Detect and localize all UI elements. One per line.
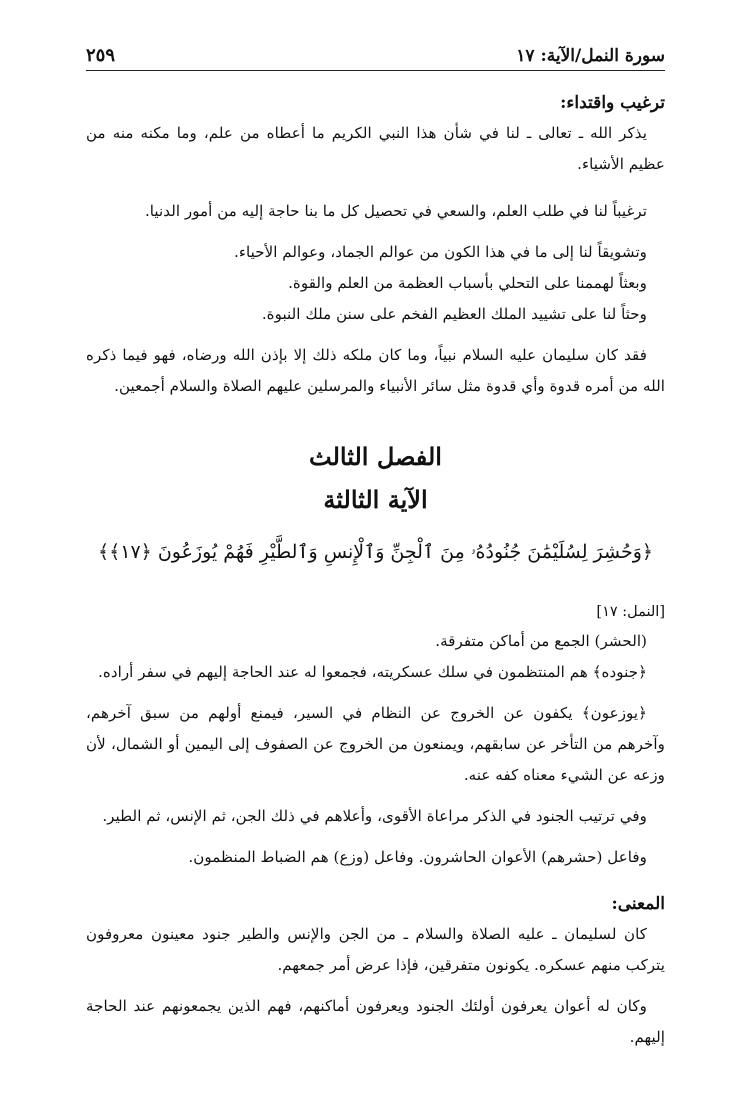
vocab-entry: وفي ترتيب الجنود في الذكر مراعاة الأقوى، وأعلاهم في ذلك الجن، ثم الإنس، ثم الطير. [102, 807, 647, 825]
vocab-entry: ﴿جنوده﴾ هم المنتظمون في سلك عسكريته، فجمعوا له عند الحاجة إليهم في سفر أراده. [98, 663, 647, 681]
verse-reference: [النمل: ١٧] [596, 604, 665, 620]
paragraph: ترغيباً لنا في طلب العلم، والسعي في تحصيل كل ما بنا حاجة إليه من أمور الدنيا. [144, 202, 647, 220]
paragraph: يذكر الله ـ تعالى ـ لنا في شأن هذا النبي الكريم ما أعطاه من علم، وما مكنه منه من عظيم الأشياء. [86, 124, 665, 173]
vocab-entry: (الحشر) الجمع من أماكن متفرقة. [435, 632, 647, 650]
section-heading: المعنى: [611, 894, 665, 914]
page-number: ٢٥٩ [86, 45, 116, 66]
paragraph: وتشويقاً لنا إلى ما في هذا الكون من عوالم الجماد، وعوالم الأحياء. [234, 243, 647, 261]
page-header [86, 36, 665, 71]
vocab-entry: وفاعل (حشرهم) الأعوان الحاشرون. وفاعل (وزع) هم الضباط المنظمون. [188, 848, 647, 866]
paragraph: وكان له أعوان يعرفون أولئك الجنود ويعرفون أماكنهم، فهم الذين يجمعونهم عند الحاجة إليهم. [86, 997, 665, 1046]
chapter-title: الفصل الثالث [309, 442, 442, 471]
paragraph: وبعثاً لهممنا على التحلي بأسباب العظمة من العلم والقوة. [288, 274, 647, 292]
paragraph: فقد كان سليمان عليه السلام نبياً، وما كان ملكه ذلك إلا بإذن الله ورضاه، فهو فيما ذكره الله من أمره قدوة وأي قدوة مثل سائر الأنبياء والمرسلين عليهم الصلاة والسلام أجمعين. [86, 346, 665, 395]
paragraph: وحثاً لنا على تشييد الملك العظيم الفخم على سنن ملك النبوة. [261, 305, 647, 323]
chapter-subtitle: الآية الثالثة [323, 485, 428, 514]
vocab-entry: ﴿يوزعون﴾ يكفون عن الخروج عن النظام في السير، فيمنع أولهم من سبق آخرهم، وآخرهم من التأخر عن سابقهم، ويمنعون من الخروج عن الصفوف إلى اليمين أو الشمال، لأن وزعه عن الشيء معناه كفه عنه. [86, 704, 665, 784]
running-title: سورة النمل/الآية: ١٧ [516, 46, 665, 66]
page-body [86, 88, 665, 1053]
paragraph: كان لسليمان ـ عليه الصلاة والسلام ـ من الجن والإنس والطير جنود معينون معروفون يتركب منهم عسكره. يكونون متفرقين، فإذا عرض أمر جمعهم. [86, 925, 665, 974]
section-heading: ترغيب واقتداء: [560, 93, 665, 113]
quran-verse: ﴿وَحُشِرَ لِسُلَيْمَٰنَ جُنُودُهُۥ مِنَ ٱلْجِنِّ وَٱلْإِنسِ وَٱلطَّيْرِ فَهُمْ يُوزَعُونَ ﴿١٧﴾﴾ [97, 541, 654, 563]
